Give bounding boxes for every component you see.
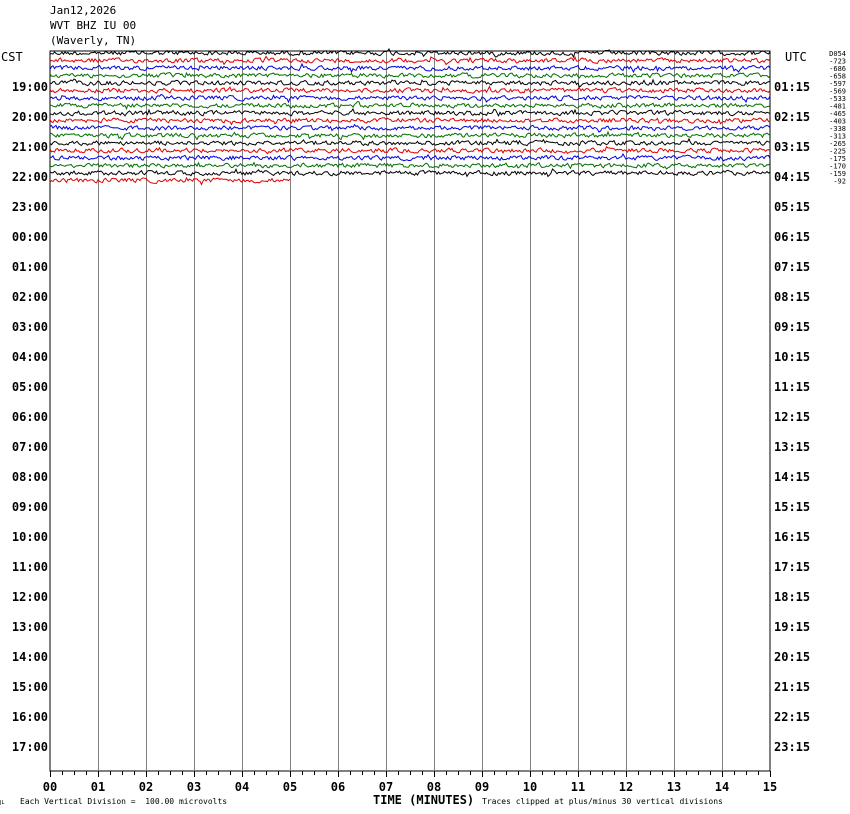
left-hour-label: 07:00 [11,440,48,454]
seismic-trace [50,64,770,72]
trace-offset-label: -533 [829,95,846,103]
seismic-trace [50,109,770,116]
x-tick-label: 14 [714,780,730,794]
trace-offset-label: -313 [829,132,846,141]
seismic-trace [50,139,770,146]
right-hour-label: 07:15 [774,260,811,274]
trace-offset-label: -170 [829,162,846,171]
seismic-trace [50,154,770,161]
left-hour-label: 15:00 [11,680,48,694]
right-hour-label: 03:15 [774,140,811,154]
trace-offset-label: -92 [833,177,846,186]
trace-offset-label: -338 [829,125,846,133]
x-tick-label: 09 [474,780,490,794]
right-hour-label: 21:15 [774,680,811,694]
x-tick-label: 00 [42,780,58,794]
x-tick-label: 02 [138,780,154,794]
seismic-trace [50,178,290,185]
seismic-trace [50,125,770,132]
x-tick-label: 03 [186,780,202,794]
scale-note: Each Vertical Division = 100.00 microvolts [20,797,228,806]
trace-offset-label: -658 [829,72,846,81]
trace-offset-label: D054 [829,50,846,58]
left-hour-label: 19:00 [11,80,48,94]
left-hour-label: 21:00 [11,140,48,154]
x-tick-label: 06 [330,780,346,794]
seismic-trace [50,57,770,65]
seismic-trace [50,49,770,57]
left-hour-label: 01:00 [11,260,48,274]
x-tick-label: 07 [378,780,394,794]
trace-offset-label: -403 [829,117,846,126]
right-hour-label: 13:15 [774,440,811,454]
right-hour-label: 15:15 [774,500,811,514]
x-tick-label: 04 [234,780,250,794]
left-hour-label: 20:00 [11,110,48,124]
station-label: WVT BHZ IU 00 [50,19,137,32]
seismic-trace [50,147,770,154]
seismic-trace [50,95,770,103]
trace-offset-label: -159 [829,170,846,178]
seismic-trace [50,87,770,94]
trace-offset-label: -481 [829,102,846,111]
right-hour-label: 14:15 [774,470,811,484]
right-hour-label: 04:15 [774,170,811,184]
left-hour-label: 11:00 [11,560,48,574]
left-hour-label: 16:00 [11,710,48,724]
seismic-trace [50,102,770,109]
right-hour-label: 16:15 [774,530,811,544]
left-timezone-label: CST [1,50,23,64]
seismic-trace [50,132,770,140]
left-hour-label: 00:00 [11,230,48,244]
date-label: Jan12,2026 [50,4,117,17]
right-hour-label: 17:15 [774,560,811,574]
left-hour-label: 09:00 [11,500,48,514]
x-tick-label: 08 [426,780,442,794]
seismic-trace [50,169,770,177]
trace-offset-label: -569 [829,87,846,96]
left-hour-label: 12:00 [11,590,48,604]
seismic-trace [50,79,770,87]
left-hour-label: 23:00 [11,200,48,214]
seismic-trace [50,118,770,125]
left-hour-label: 22:00 [11,170,48,184]
trace-offset-label: -265 [829,140,846,148]
right-hour-label: 22:15 [774,710,811,724]
corner-mark: JL [0,800,5,806]
right-hour-label: 06:15 [774,230,811,244]
left-hour-label: 05:00 [11,380,48,394]
trace-offset-label: -686 [829,65,846,73]
left-hour-label: 17:00 [11,740,48,754]
right-timezone-label: UTC [785,50,807,64]
clip-note: Traces clipped at plus/minus 30 vertical divisions [482,797,723,806]
trace-offset-label: -465 [829,110,846,118]
x-axis-label: TIME (MINUTES) [373,793,475,807]
x-tick-label: 10 [522,780,538,794]
x-tick-label: 12 [618,780,634,794]
location-label: (Waverly, TN) [50,34,137,47]
x-tick-label: 15 [762,780,778,794]
trace-offset-label: -723 [829,57,846,66]
left-hour-label: 08:00 [11,470,48,484]
right-hour-label: 19:15 [774,620,811,634]
left-hour-label: 10:00 [11,530,48,544]
right-hour-label: 01:15 [774,80,811,94]
seismic-trace [50,163,770,169]
right-hour-label: 10:15 [774,350,811,364]
left-hour-label: 03:00 [11,320,48,334]
left-hour-label: 02:00 [11,290,48,304]
trace-offset-label: -175 [829,155,846,163]
x-tick-label: 11 [570,780,586,794]
left-hour-label: 14:00 [11,650,48,664]
right-hour-label: 20:15 [774,650,811,664]
right-hour-label: 18:15 [774,590,811,604]
x-tick-label: 01 [90,780,106,794]
right-hour-label: 05:15 [774,200,811,214]
left-hour-label: 06:00 [11,410,48,424]
right-hour-label: 11:15 [774,380,811,394]
right-hour-label: 02:15 [774,110,811,124]
x-tick-label: 05 [282,780,298,794]
right-hour-label: 09:15 [774,320,811,334]
left-hour-label: 13:00 [11,620,48,634]
right-hour-label: 08:15 [774,290,811,304]
seismic-trace [50,73,770,78]
right-hour-label: 12:15 [774,410,811,424]
left-hour-label: 04:00 [11,350,48,364]
x-tick-label: 13 [666,780,682,794]
right-hour-label: 23:15 [774,740,811,754]
trace-offset-label: -597 [829,80,846,88]
trace-offset-label: -225 [829,147,846,156]
